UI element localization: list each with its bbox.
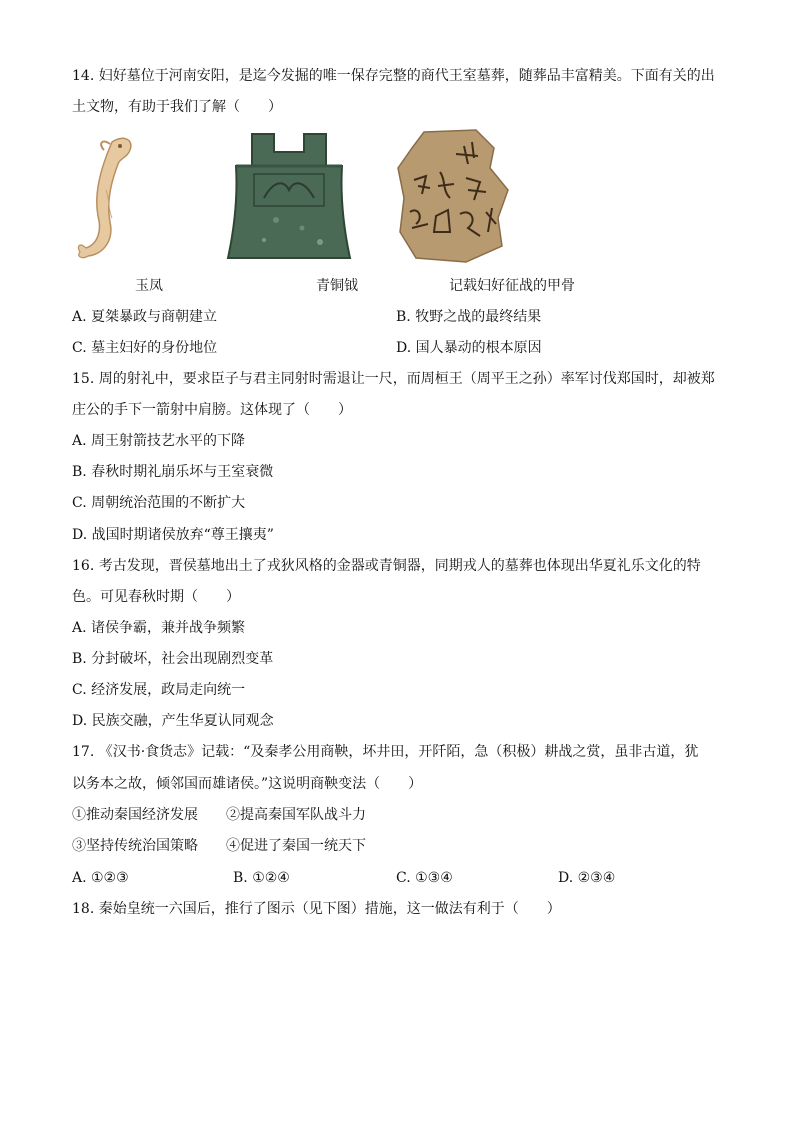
caption-jade-phoenix: 玉凤 [135, 278, 163, 294]
q14-stem-line1: 14. 妇好墓位于河南安阳，是迄今发掘的唯一保存完整的商代王室墓葬，随葬品丰富精美。下面有关的出 [72, 68, 715, 84]
q17-stem-line1: 17. 《汉书·食货志》记载：“及秦孝公用商鞅，坏井田，开阡陌，急（积极）耕战之赏，虽非古道，犹 [72, 744, 699, 760]
q14-stem-line2: 土文物，有助于我们了解（ ） [72, 99, 282, 115]
caption-bronze-axe: 青铜钺 [316, 278, 358, 294]
q17-option-c: C. ①③④ [396, 870, 453, 886]
q16-option-b: B. 分封破坏，社会出现剧烈变革 [72, 651, 274, 667]
q17-option-a: A. ①②③ [72, 870, 129, 886]
q16-stem-line2: 色。可见春秋时期（ ） [72, 589, 240, 605]
q15-option-b: B. 春秋时期礼崩乐坏与王室衰微 [72, 464, 274, 480]
q15-stem-line1: 15. 周的射礼中，要求臣子与君主同射时需退让一尺，而周桓王（周平王之孙）率军讨伐郑国时，却被郑 [72, 371, 715, 387]
caption-oracle-bone: 记载妇好征战的甲骨 [449, 278, 575, 294]
q17-option-b: B. ①②④ [233, 870, 290, 886]
bronze-axe-image [224, 130, 354, 265]
q15-option-d: D. 战国时期诸侯放弃“尊王攘夷” [72, 527, 274, 543]
q17-item-4: ④促进了秦国一统天下 [226, 838, 366, 854]
q14-option-d: D. 国人暴动的根本原因 [396, 340, 542, 356]
q15-option-a: A. 周王射箭技艺水平的下降 [72, 433, 246, 449]
q17-option-d: D. ②③④ [558, 870, 616, 886]
q16-option-a: A. 诸侯争霸，兼并战争频繁 [72, 620, 246, 636]
q15-option-c: C. 周朝统治范围的不断扩大 [72, 495, 246, 511]
q14-option-c: C. 墓主妇好的身份地位 [72, 340, 218, 356]
q18-stem-line1: 18. 秦始皇统一六国后，推行了图示（见下图）措施，这一做法有利于（ ） [72, 901, 561, 917]
q16-stem-line1: 16. 考古发现，晋侯墓地出土了戎狄风格的金器或青铜器，同期戎人的墓葬也体现出华夏礼乐文化的特 [72, 558, 701, 574]
q17-item-3: ③坚持传统治国策略 [72, 838, 198, 854]
q17-item-1: ①推动秦国经济发展 [72, 807, 198, 823]
oracle-bone-image [394, 128, 514, 266]
q16-option-d: D. 民族交融，产生华夏认同观念 [72, 713, 274, 729]
q16-option-c: C. 经济发展，政局走向统一 [72, 682, 246, 698]
q17-item-2: ②提高秦国军队战斗力 [226, 807, 366, 823]
q15-stem-line2: 庄公的手下一箭射中肩膀。这体现了（ ） [72, 402, 352, 418]
q14-option-a: A. 夏桀暴政与商朝建立 [72, 309, 218, 325]
q17-stem-line2: 以务本之故，倾邻国而雄诸侯。”这说明商鞅变法（ ） [72, 776, 423, 792]
jade-phoenix-image [72, 130, 167, 265]
q14-option-b: B. 牧野之战的最终结果 [396, 309, 542, 325]
